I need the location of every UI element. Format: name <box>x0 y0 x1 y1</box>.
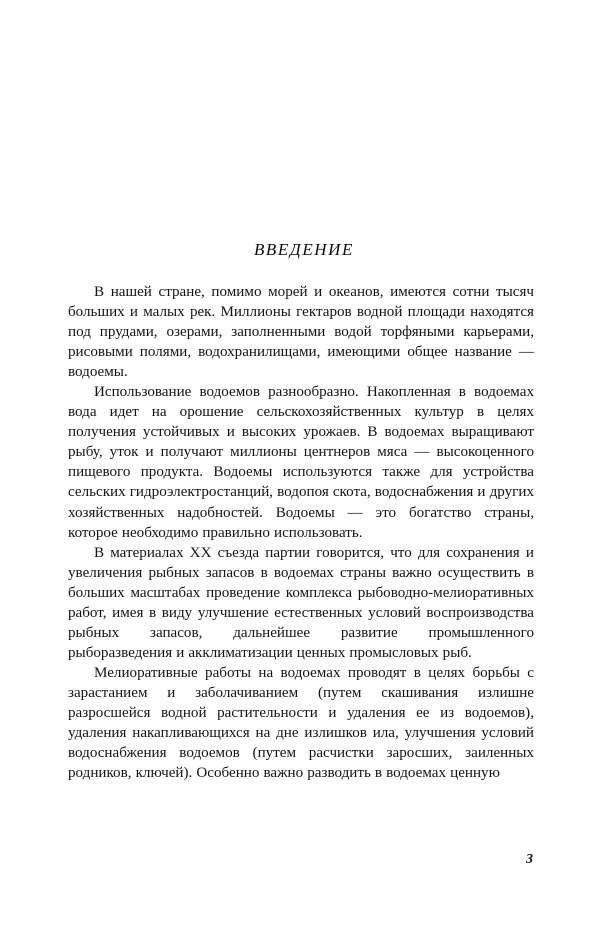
page-number: 3 <box>526 852 533 867</box>
chapter-title: ВВЕДЕНИЕ <box>253 240 355 259</box>
body-paragraph: В нашей стране, помимо морей и океанов, имеются сотни тысяч больших и малых рек. Миллионы гектаров водной площади находятся под прудами, озерами, заполненными водой торфяными карьерами, рисовыми полями, водохранилищами, имеющими общее название — водоемы. <box>68 284 534 381</box>
body-paragraph: Использование водоемов разнообразно. Накопленная в водоемах вода идет на орошение сельскохозяйственных культур в целях получения устойчивых и высоких урожаев. В водоемах выращивают рыбу, уток и получают миллионы центнеров мяса — высокоценного пищевого продукта. Водоемы используются также для устройства сельских гидроэлектростанций, водопоя скота, водоснабжения и других хозяйственных надобностей. Водоемы — это богатство страны, которое необходимо правильно использовать. <box>68 384 534 541</box>
page-text-block <box>68 240 534 783</box>
body-paragraph: В материалах XX съезда партии говорится, что для сохранения и увеличения рыбных запасов в водоемах страны важно осуществить в больших масштабах проведение комплекса рыбоводно-мелиоративных работ, имея в виду улучшение естественных условий воспроизводства рыбных запасов, дальнейшее развитие промышленного рыборазведения и акклиматизации ценных промысловых рыб. <box>68 544 534 661</box>
body-paragraph: Мелиоративные работы на водоемах проводят в целях борьбы с зарастанием и заболачиванием (путем скашивания излишне разросшейся водной растительности и удаления ее из водоемов), удаления накапливающихся на дне излишков ила, улучшения условий водоснабжения водоемов (путем расчистки заросших, заиленных родников, ключей). Особенно важно разводить в водоемах ценную <box>68 664 534 782</box>
